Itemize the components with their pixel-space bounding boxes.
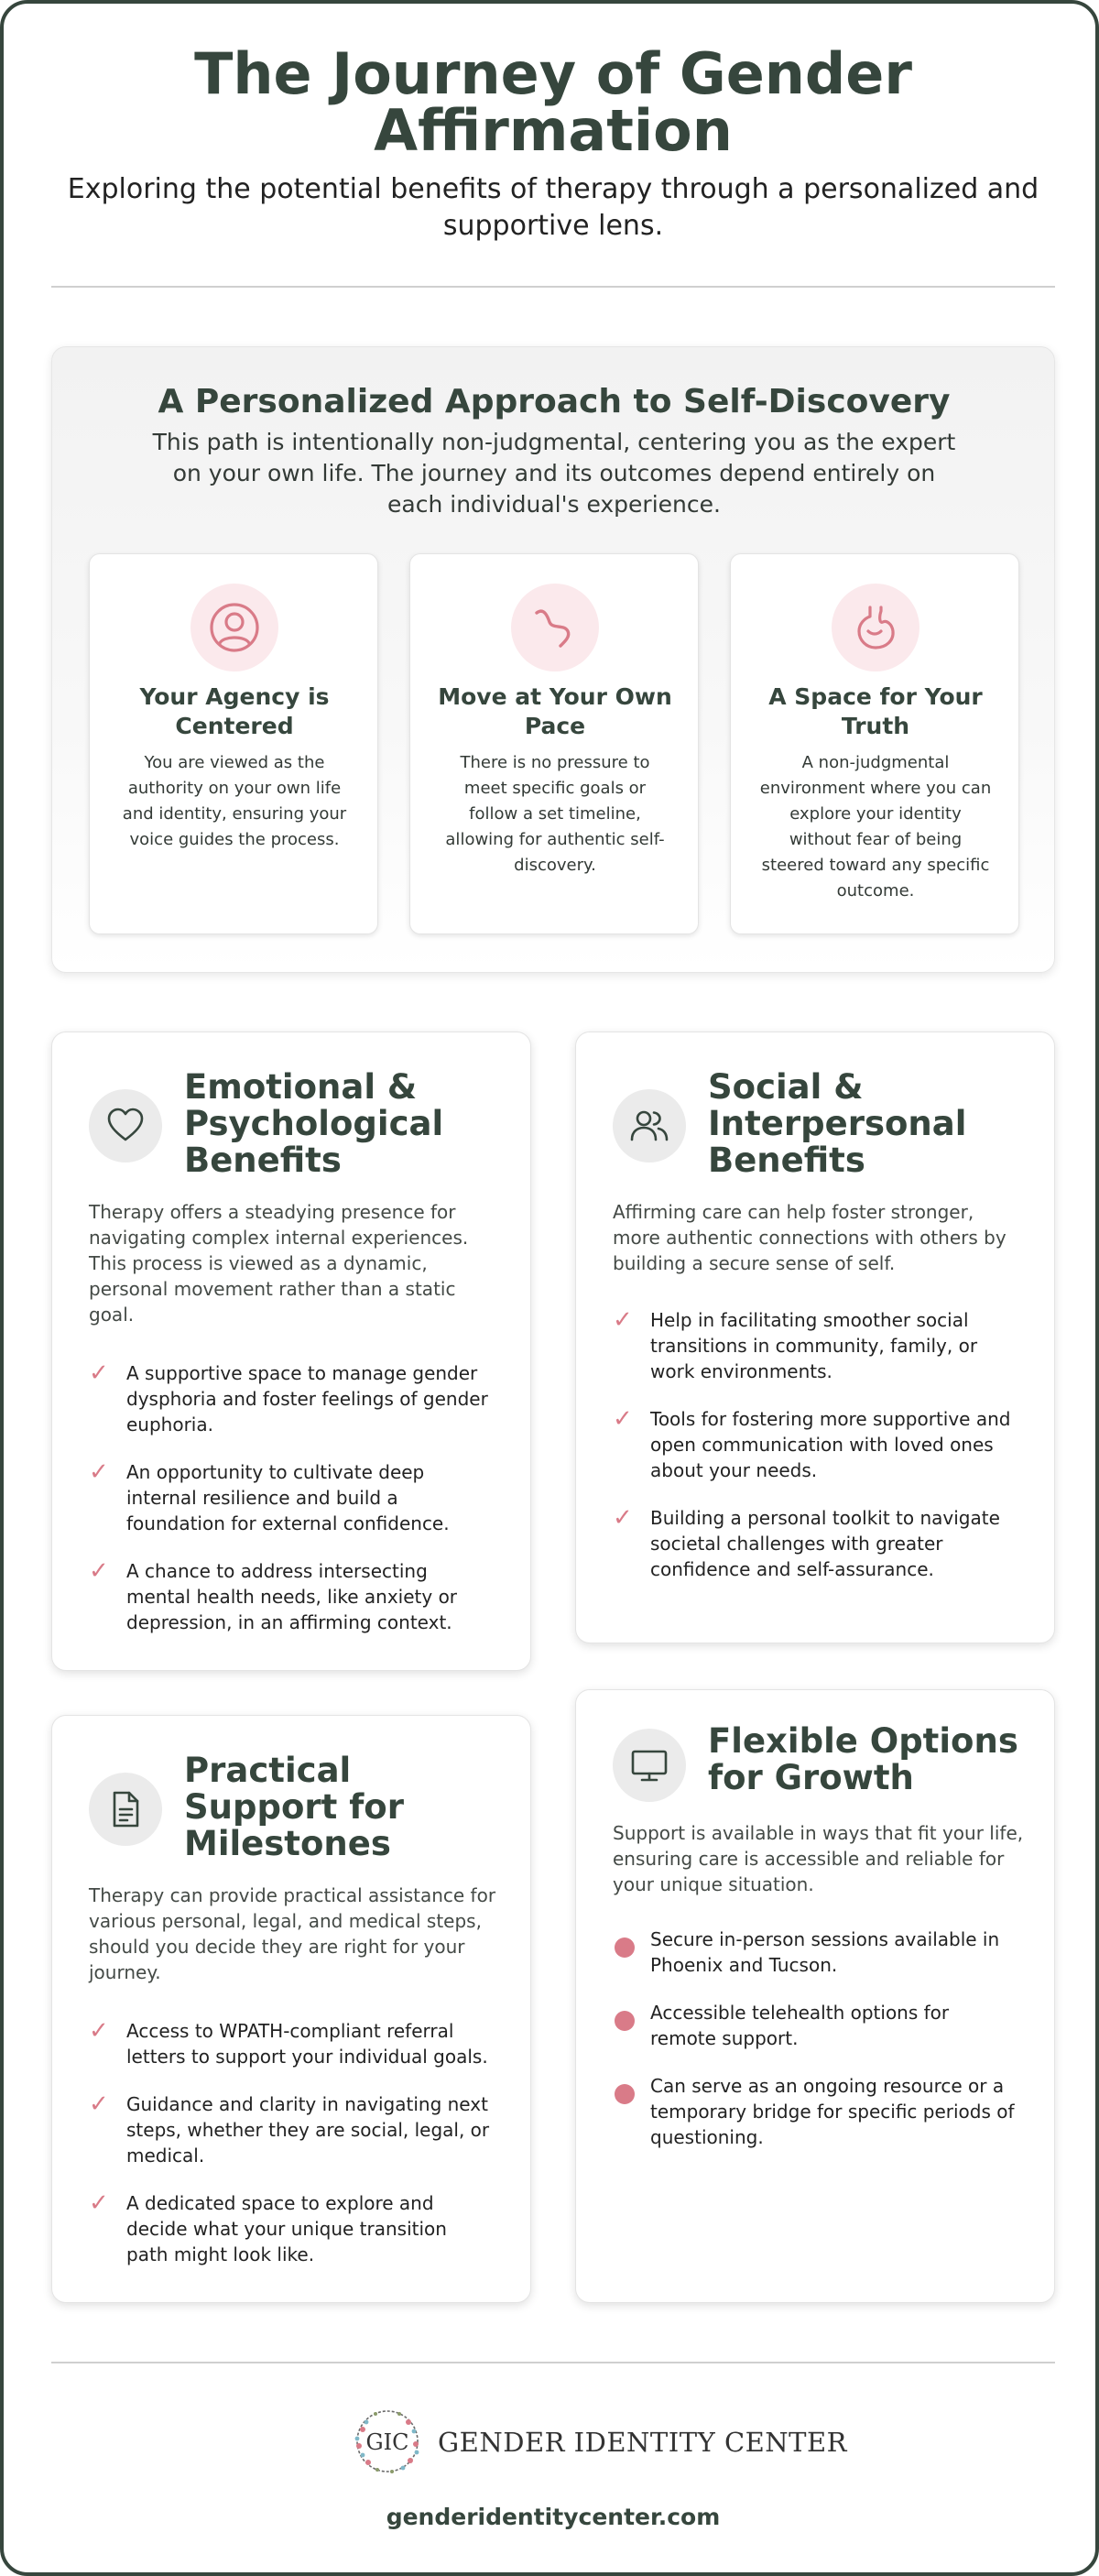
header-divider (51, 286, 1055, 288)
heart-icon (89, 1089, 162, 1162)
list-item-text: Secure in-person sessions available in Phoenix and Tucson. (650, 1928, 1000, 1976)
check-icon: ✓ (613, 1504, 633, 1532)
list-item-text: A chance to address intersecting mental health needs, like anxiety or depression, in an affirming context. (126, 1560, 458, 1633)
card-intro: Support is available in ways that fit your life, ensuring care is accessible and reliable for your unique situation. (613, 1822, 1024, 1895)
social-benefits-card (575, 1031, 1055, 1643)
approach-text: This path is intentionally non-judgmental, centering you as the expert on your own life. The journey and its outcomes depend entirely on each individual's experience. (152, 429, 956, 518)
practical-support-card (51, 1715, 531, 2303)
check-icon: ✓ (89, 2017, 109, 2045)
page-subtitle: Exploring the potential benefits of therapy through a personalized and supportive lens. (67, 173, 1039, 242)
logo-text: GENDER IDENTITY CENTER (438, 2427, 848, 2458)
approach-card-agency (89, 553, 378, 934)
bullet-dot-icon (615, 2011, 635, 2031)
gender-identity-center-logo (346, 2402, 848, 2481)
approach-section (51, 346, 1055, 973)
check-icon: ✓ (89, 1458, 109, 1486)
card-title: Social & Interpersonal Benefits (708, 1067, 967, 1180)
list-item-text: Help in facilitating smoother social transitions in community, family, or work environments. (650, 1309, 978, 1382)
card-title: Emotional & Psychological Benefits (184, 1067, 444, 1180)
monitor-icon (613, 1729, 686, 1802)
approach-card-text: A non-judgmental environment where you can explore your identity without fear of being steered toward any specific outcome. (759, 753, 992, 901)
organic-shape-icon (832, 584, 919, 671)
approach-card-text: There is no pressure to meet specific goals or follow a set timeline, allowing for authentic self-discovery. (445, 753, 665, 875)
card-title: Flexible Options for Growth (708, 1721, 1018, 1797)
check-icon: ✓ (89, 2090, 109, 2118)
list-item-text: Tools for fostering more supportive and open communication with loved ones about your needs. (650, 1408, 1011, 1481)
footer-divider (51, 2362, 1055, 2363)
document-icon (89, 1773, 162, 1846)
bullet-dot-icon (615, 1937, 635, 1958)
list-item-text: A supportive space to manage gender dysphoria and foster feelings of gender euphoria. (126, 1362, 488, 1435)
list-item-text: Guidance and clarity in navigating next steps, whether they are social, legal, or medical. (126, 2093, 490, 2167)
wreath-logo-icon (346, 2402, 429, 2481)
check-icon: ✓ (89, 1359, 109, 1387)
page-title: The Journey of Gender Affirmation (194, 40, 912, 164)
check-icon: ✓ (613, 1405, 633, 1433)
list-item-text: Access to WPATH-compliant referral letters to support your individual goals. (126, 2020, 488, 2068)
approach-card-title: Move at Your Own Pace (438, 683, 672, 739)
check-icon: ✓ (89, 2189, 109, 2217)
card-title: Practical Support for Milestones (184, 1751, 404, 1863)
approach-card-title: A Space for Your Truth (768, 683, 983, 739)
approach-card-title: Your Agency is Centered (139, 683, 330, 739)
approach-card-truth (730, 553, 1019, 934)
website-link[interactable]: genderidentitycenter.com (386, 2504, 721, 2530)
approach-title: A Personalized Approach to Self-Discovery (158, 383, 951, 420)
users-icon (613, 1089, 686, 1162)
card-intro: Affirming care can help foster stronger, more authentic connections with others by building a secure sense of self. (613, 1201, 1007, 1274)
emotional-benefits-card (51, 1031, 531, 1671)
list-item-text: Accessible telehealth options for remote support. (650, 2002, 950, 2049)
list-item-text: A dedicated space to explore and decide what your unique transition path might look like. (126, 2192, 447, 2265)
bullet-dot-icon (615, 2084, 635, 2104)
list-item-text: Can serve as an ongoing resource or a temporary bridge for specific periods of questioning. (650, 2075, 1015, 2148)
check-icon: ✓ (613, 1306, 633, 1334)
check-icon: ✓ (89, 1557, 109, 1585)
winding-path-icon (511, 584, 599, 671)
approach-card-pace (409, 553, 699, 934)
approach-card-text: You are viewed as the authority on your own life and identity, ensuring your voice guides the process. (122, 753, 347, 849)
card-intro: Therapy offers a steadying presence for navigating complex internal experiences. This process is viewed as a dynamic, personal movement rather than a static goal. (89, 1201, 469, 1326)
list-item-text: An opportunity to cultivate deep internal resilience and build a foundation for external confidence. (126, 1461, 450, 1534)
user-circle-icon (190, 584, 278, 671)
logo-mark: GIC (365, 2429, 409, 2455)
card-intro: Therapy can provide practical assistance for various personal, legal, and medical steps, should you decide they are right for your journey. (89, 1884, 496, 1983)
flexible-options-card (575, 1689, 1055, 2303)
list-item-text: Building a personal toolkit to navigate societal challenges with greater confidence and self-assurance. (650, 1507, 1000, 1580)
